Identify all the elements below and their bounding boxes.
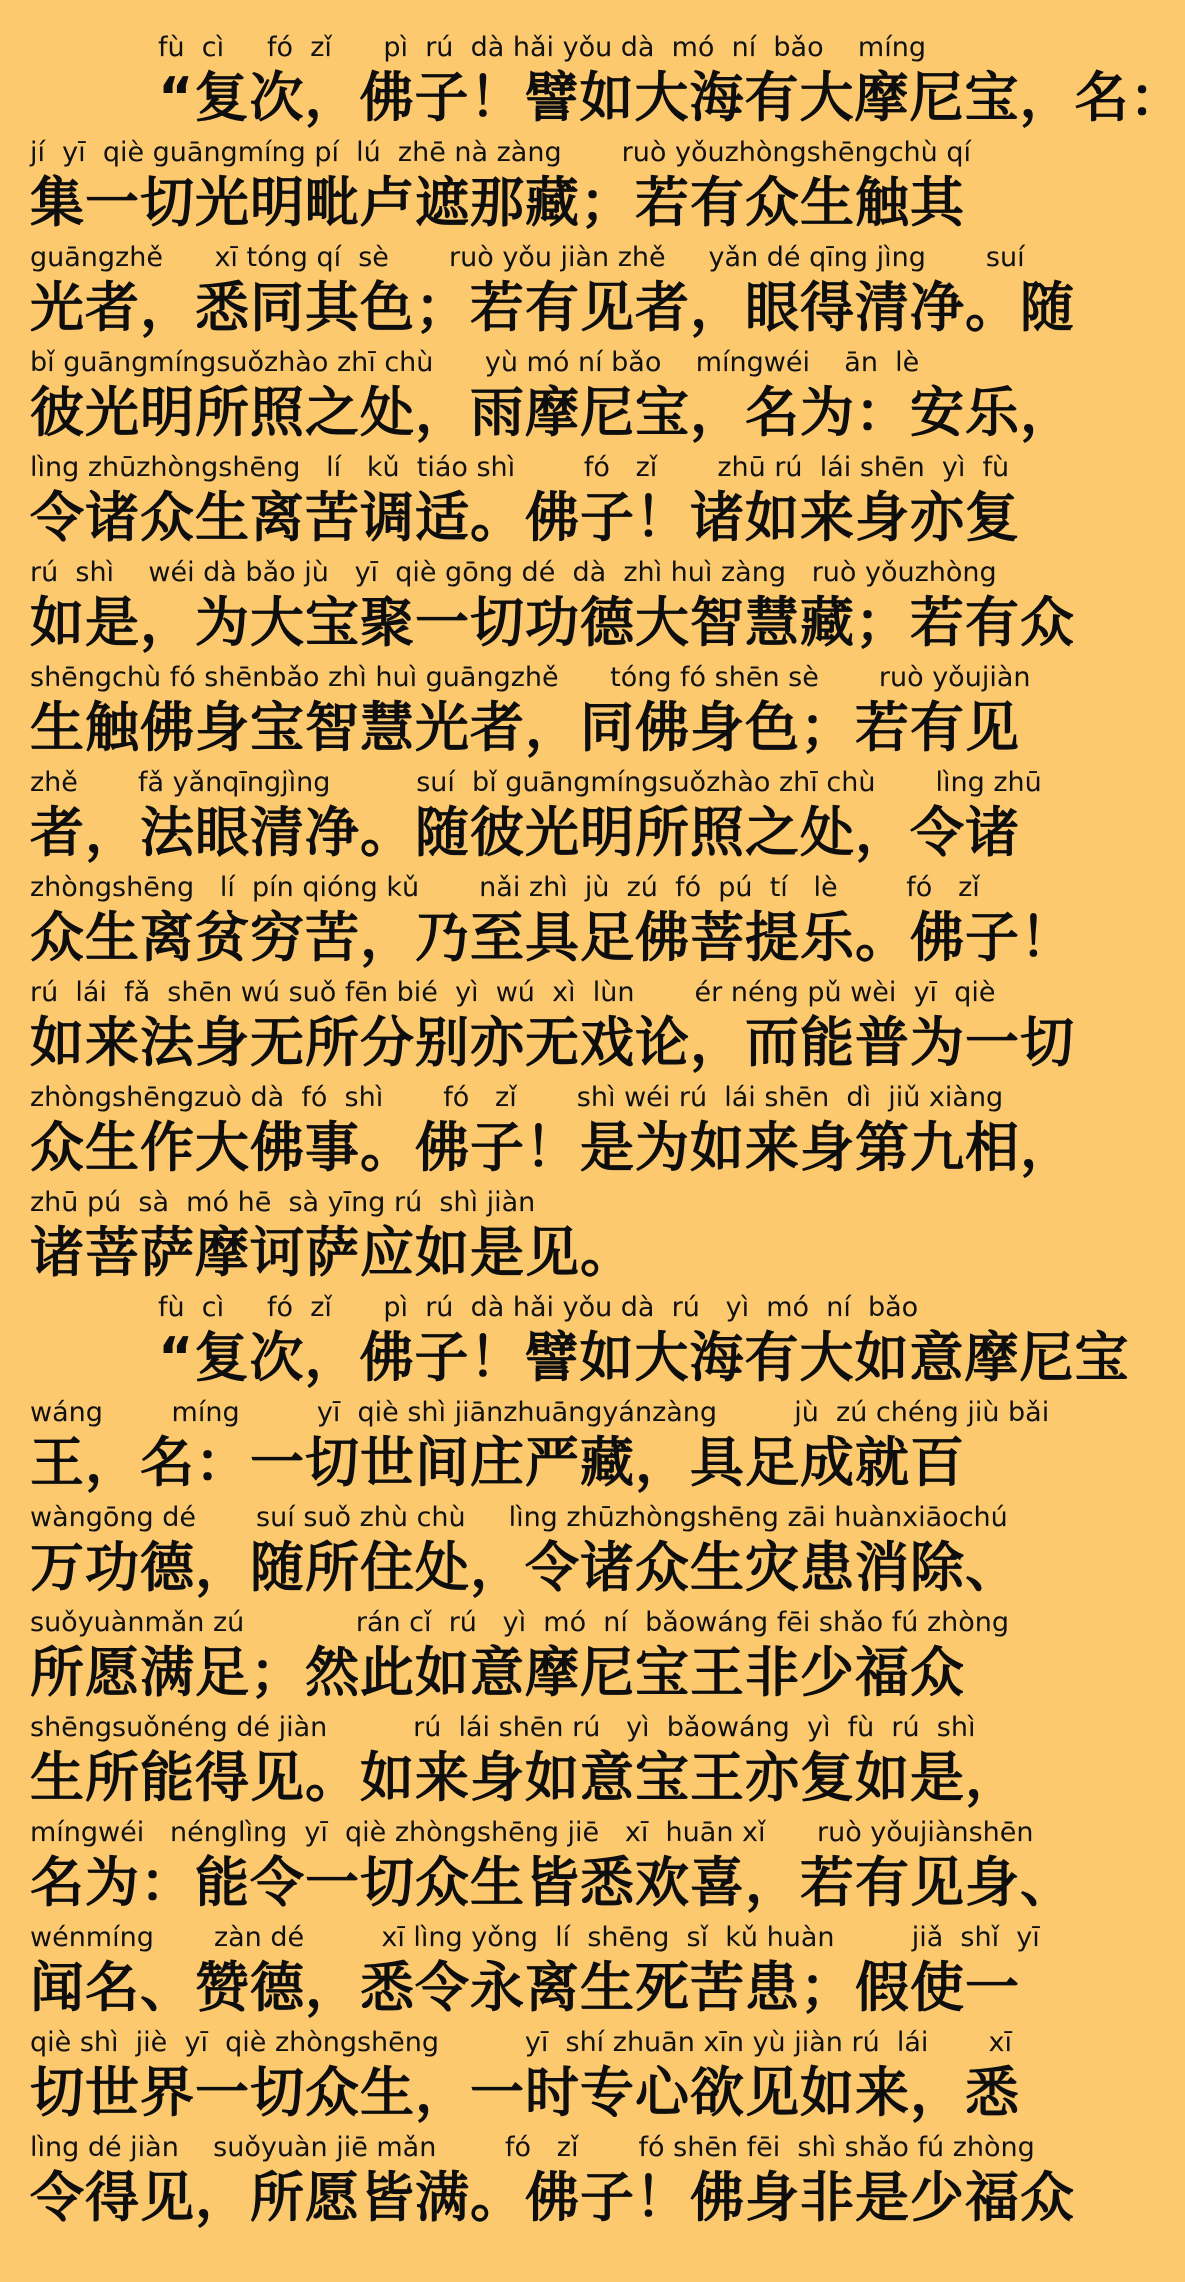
text-line xyxy=(30,1815,1075,1920)
chinese-text: 彼光明所照之处，雨摩尼宝，名为：安乐， xyxy=(30,381,1075,444)
pinyin-annotation: zhě fǎ yǎnqīngjìng suí bǐ guāngmíngsuǒzhào zhī chù lìng zhū xyxy=(30,767,1042,798)
chinese-text: 令得见，所愿皆满。佛子！佛身非是少福众 xyxy=(30,2166,1075,2229)
pinyin-annotation: fù cì fó zǐ pì rú dà hǎi yǒu dà mó ní bǎo míng xyxy=(158,32,926,63)
pinyin-annotation: guāngzhě xī tóng qí sè ruò yǒu jiàn zhě yǎn dé qīng jìng suí xyxy=(30,242,1025,273)
chinese-text: 光者，悉同其色；若有见者，眼得清净。随 xyxy=(30,276,1075,339)
text-line xyxy=(30,135,1056,240)
text-line xyxy=(30,1290,1130,1395)
pinyin-annotation: lìng zhūzhòngshēng lí kǔ tiáo shì fó zǐ zhū rú lái shēn yì fù xyxy=(30,452,1010,483)
text-line xyxy=(30,870,1075,975)
chinese-text: 生触佛身宝智慧光者，同佛身色；若有见 xyxy=(30,696,1020,759)
text-line xyxy=(30,1605,1056,1710)
chinese-text: 名为：能令一切众生皆悉欢喜，若有见身、 xyxy=(30,1851,1075,1914)
pinyin-annotation: wàngōng dé suí suǒ zhù chù lìng zhūzhòngshēng zāi huànxiāochú xyxy=(30,1502,1008,1533)
pinyin-annotation: jí yī qiè guāngmíng pí lú zhē nà zàng ruò yǒuzhòngshēngchù qí xyxy=(30,137,971,168)
pinyin-annotation: zhòngshēngzuò dà fó shì fó zǐ shì wéi rú lái shēn dì jiǔ xiàng xyxy=(30,1082,1004,1113)
chinese-text: 王，名：一切世间庄严藏，具足成就百 xyxy=(30,1431,965,1494)
pinyin-annotation: bǐ guāngmíngsuǒzhào zhī chù yù mó ní bǎo míngwéi ān lè xyxy=(30,347,920,378)
chinese-text: 众生离贫穷苦，乃至具足佛菩提乐。佛子！ xyxy=(30,906,1075,969)
chinese-text: 所愿满足；然此如意摩尼宝王非少福众 xyxy=(30,1641,965,1704)
pinyin-annotation: míngwéi nénglìng yī qiè zhòngshēng jiē xī huān xǐ ruò yǒujiànshēn xyxy=(30,1817,1034,1848)
text-line xyxy=(30,345,1075,450)
pinyin-annotation: suǒyuànmǎn zú rán cǐ rú yì mó ní bǎowáng fēi shǎo fú zhòng xyxy=(30,1607,1010,1638)
chinese-text: 如是，为大宝聚一切功德大智慧藏；若有众 xyxy=(30,591,1075,654)
text-line xyxy=(30,660,1056,765)
pinyin-annotation: qiè shì jiè yī qiè zhòngshēng yī shí zhuān xīn yù jiàn rú lái xī xyxy=(30,2027,1012,2058)
chinese-text: 闻名、赞德，悉令永离生死苦患；假使一 xyxy=(30,1956,1020,2019)
chinese-text: 令诸众生离苦调适。佛子！诸如来身亦复 xyxy=(30,486,1020,549)
pinyin-annotation: rú shì wéi dà bǎo jù yī qiè gōng dé dà zhì huì zàng ruò yǒuzhòng xyxy=(30,557,997,588)
text-line xyxy=(30,2025,1056,2130)
pinyin-annotation: zhòngshēng lí pín qióng kǔ nǎi zhì jù zú fó pú tí lè fó zǐ xyxy=(30,872,980,903)
text-line xyxy=(30,765,1056,870)
pinyin-annotation: fù cì fó zǐ pì rú dà hǎi yǒu dà rú yì mó ní bǎo xyxy=(158,1292,919,1323)
text-line xyxy=(30,1185,1056,1290)
text-line xyxy=(30,2130,1075,2235)
pinyin-annotation: shēngsuǒnéng dé jiàn rú lái shēn rú yì bǎowáng yì fù rú shì xyxy=(30,1712,976,1743)
text-line xyxy=(30,1920,1056,2025)
pinyin-annotation: wáng míng yī qiè shì jiānzhuāngyánzàng jù zú chéng jiù bǎi xyxy=(30,1397,1050,1428)
text-line xyxy=(30,240,1075,345)
chinese-text: 切世界一切众生，一时专心欲见如来，悉 xyxy=(30,2061,1020,2124)
chinese-text: 生所能得见。如来身如意宝王亦复如是， xyxy=(30,1746,1020,1809)
chinese-text: “复次，佛子！譬如大海有大如意摩尼宝 xyxy=(158,1326,1130,1389)
chinese-text: 诸菩萨摩诃萨应如是见。 xyxy=(30,1221,635,1284)
chinese-text: 集一切光明毗卢遮那藏；若有众生触其 xyxy=(30,171,965,234)
text-line xyxy=(30,1395,1056,1500)
chinese-text: 者，法眼清净。随彼光明所照之处，令诸 xyxy=(30,801,1020,864)
pinyin-annotation: lìng dé jiàn suǒyuàn jiē mǎn fó zǐ fó shēn fēi shì shǎo fú zhòng xyxy=(30,2132,1035,2163)
text-line xyxy=(30,975,1075,1080)
pinyin-annotation: wénmíng zàn dé xī lìng yǒng lí shēng sǐ kǔ huàn jiǎ shǐ yī xyxy=(30,1922,1040,1953)
pinyin-annotation: shēngchù fó shēnbǎo zhì huì guāngzhě tóng fó shēn sè ruò yǒujiàn xyxy=(30,662,1031,693)
chinese-text: “复次，佛子！譬如大海有大摩尼宝，名： xyxy=(158,66,1185,129)
chinese-text: 如来法身无所分别亦无戏论，而能普为一切 xyxy=(30,1011,1075,1074)
text-line xyxy=(30,555,1075,660)
text-line xyxy=(30,30,1185,135)
text-line xyxy=(30,1080,1075,1185)
chinese-text: 万功德，随所住处，令诸众生灾患消除、 xyxy=(30,1536,1020,1599)
text-line xyxy=(30,450,1056,555)
text-line xyxy=(30,1500,1056,1605)
pinyin-annotation: zhū pú sà mó hē sà yīng rú shì jiàn xyxy=(30,1187,536,1218)
chinese-text: 众生作大佛事。佛子！是为如来身第九相， xyxy=(30,1116,1075,1179)
text-line xyxy=(30,1710,1056,1815)
pinyin-annotation: rú lái fǎ shēn wú suǒ fēn bié yì wú xì lùn ér néng pǔ wèi yī qiè xyxy=(30,977,996,1008)
